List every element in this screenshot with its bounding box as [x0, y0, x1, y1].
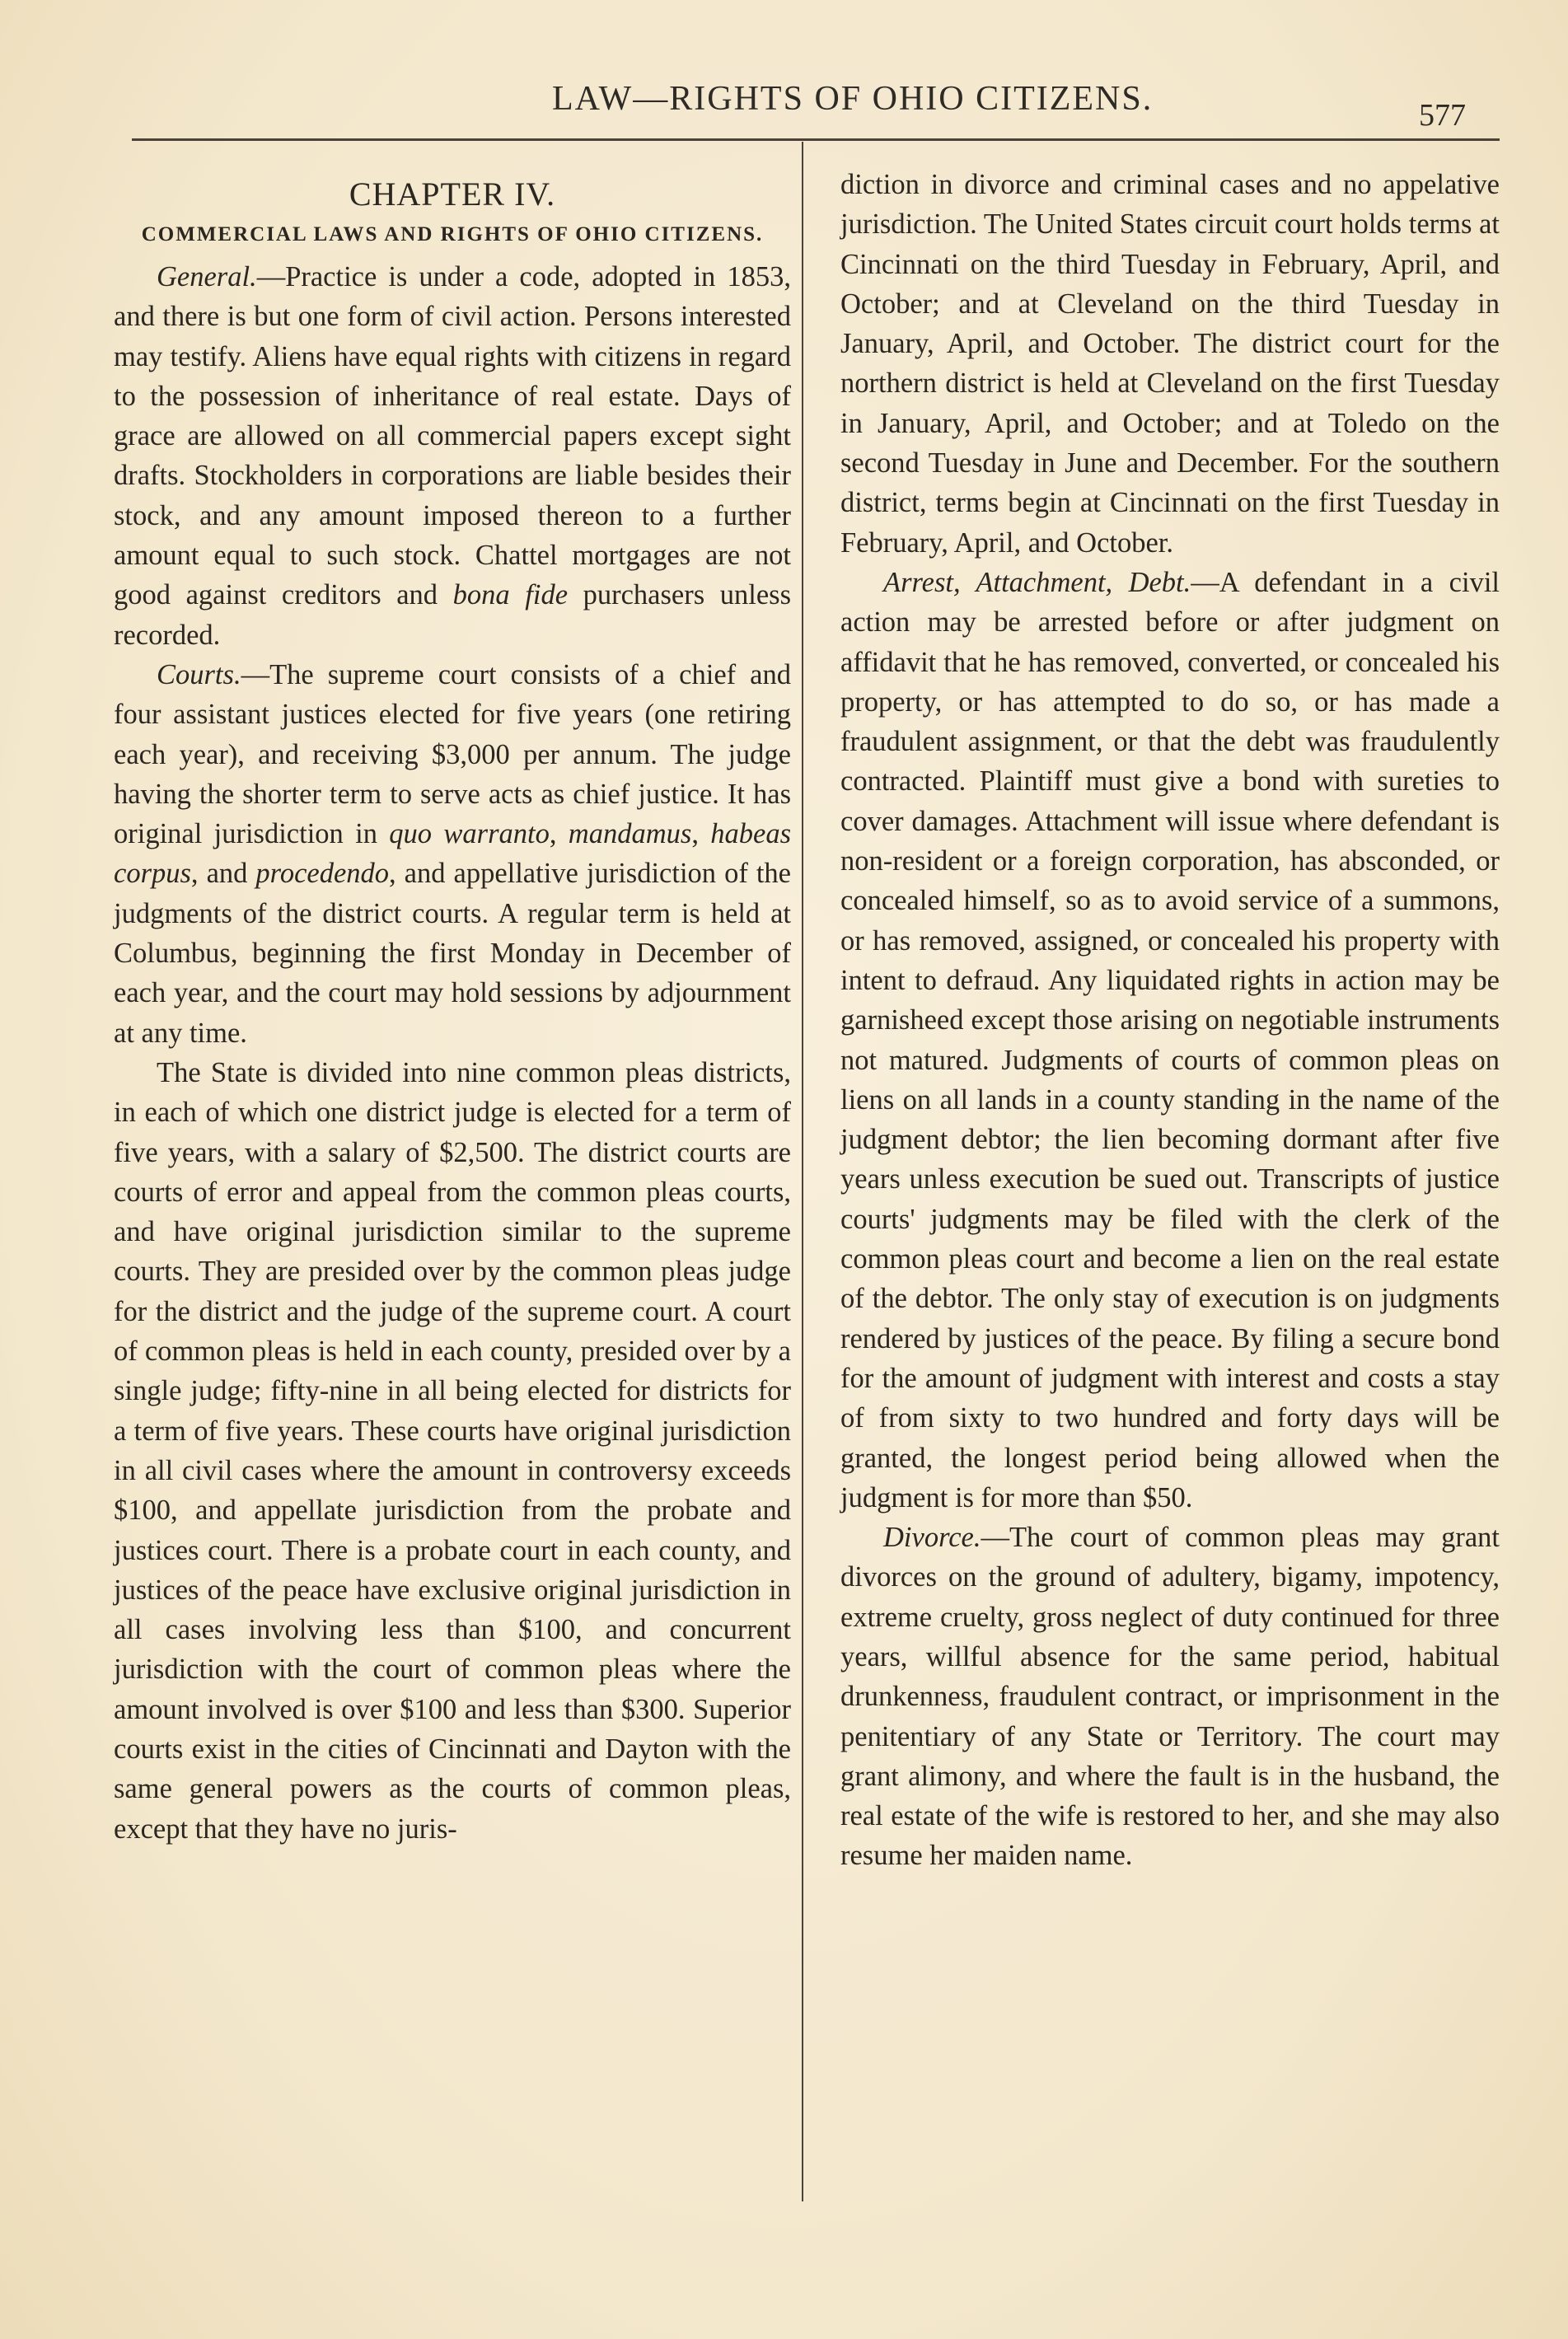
- header-rule: [132, 138, 1500, 141]
- courts-separator-3: , and: [190, 858, 256, 890]
- procedendo-phrase: procedendo: [255, 858, 390, 890]
- chapter-subtitle: COMMERCIAL LAWS AND RIGHTS OF OHIO CITIZENS.: [141, 223, 764, 246]
- general-text-1: —Practice is under a code, adopted in 1853, and there is but one form of civil action. Persons interested may testify. Aliens have equal rights with citizens in regard to the possession of inheritance of real estate. Days of grace are allowed on all commercial papers except sight drafts. Stockholders in corporations are liable besides their stock, and any amount imposed thereon to a further amount equal to such stock. Chattel mortgages are not good against creditors and: [114, 261, 791, 611]
- bona-fide-phrase: bona fide: [452, 579, 569, 611]
- general-heading: General.: [157, 261, 257, 292]
- divorce-heading: Divorce.: [883, 1522, 981, 1554]
- courts-paragraph: [114, 655, 791, 1053]
- courts-separator-1: ,: [549, 818, 569, 850]
- arrest-paragraph: [840, 563, 1500, 1518]
- courts-text-1: —The supreme court consists of a chief and four assistant justices elected for five years (one retiring each year), and receiving $3,000 per annum. The judge having the shorter term to serve acts as chief justice. It has original jurisdiction in: [114, 658, 791, 850]
- arrest-heading: Arrest, Attachment, Debt.: [883, 566, 1191, 598]
- column-divider: [802, 142, 803, 2201]
- continuation-paragraph: diction in divorce and criminal cases and no appelative jurisdiction. The United States circuit court holds terms at Cincinnati on the third Tuesday in February, April, and October; and at Cleveland on the third Tuesday in January, April, and October. The district court for the northern district is held at Cleveland on the first Tuesday in January, April, and October; and at Toledo on the second Tuesday in June and December. For the southern district, terms begin at Cincinnati on the first Tuesday in February, April, and October.: [840, 169, 1500, 559]
- general-text-2: purchasers unless recorded.: [114, 579, 791, 651]
- arrest-text: —A defendant in a civil action may be arrested before or after judgment on affidavit that he has removed, converted, or concealed his property, or has attempted to do so, or has made a fraudulent assignment, or that the debt was fraudulently contracted. Plaintiff must give a bond with sureties to cover damages. Attachment will issue where defendant is non-resident or a foreign corporation, has absconded, or concealed himself, so as to avoid service of a summons, or has removed, assigned, or concealed his property with intent to defraud. Any liquidated rights in action may be garnisheed except those arising on negotiable instruments not matured. Judgments of courts of common pleas on liens on all lands in a county standing in the name of the judgment debtor; the lien becoming dormant after five years unless execution be sued out. Transcripts of justice courts' judgments may be filed with the clerk of the common pleas court and become a lien on the real estate of the debtor. The only stay of execution is on judgments rendered by justices of the peace. By filing a secure bond for the amount of judgment with interest and costs a stay of from sixty to two hundred and forty days will be granted, the longest period being allowed when the judgment is for more than $50.: [840, 566, 1500, 1513]
- divorce-text: —The court of common pleas may grant divorces on the ground of adultery, bigamy, impotency, extreme cruelty, gross neglect of duty continued for three years, willful absence for the same period, habitual drunkenness, fraudulent contract, or imprisonment in the penitentiary of any State or Territory. The court may grant alimony, and where the fault is in the husband, the real estate of the wife is restored to her, and she may also resume her maiden name.: [840, 1522, 1500, 1872]
- left-column: [114, 163, 791, 1849]
- courts-separator-2: ,: [691, 818, 711, 850]
- right-column: [840, 165, 1500, 1876]
- habeas-corpus-phrase: habeas corpus: [114, 818, 792, 890]
- state-paragraph: The State is divided into nine common pleas districts, in each of which one district judge is elected for a term of five years, with a salary of $2,500. The district courts are courts of error and appeal from the common pleas courts, and have original jurisdiction similar to the supreme courts. They are presided over by the common pleas judge for the district and the judge of the supreme court. A court of common pleas is held in each county, presided over by a single judge; fifty-nine in all being elected for districts for a term of five years. These courts have original jurisdiction in all civil cases where the amount in controversy exceeds $100, and appellate jurisdiction from the probate and justices court. There is a probate court in each county, and justices of the peace have exclusive original jurisdiction in all cases involving less than $100, and concurrent jurisdiction with the court of common pleas where the amount involved is over $100 and less than $300. Superior courts exist in the cities of Cincinnati and Dayton with the same general powers as the courts of common pleas, except that they have no juris-: [114, 1056, 791, 1845]
- quo-warranto-phrase: quo warranto: [389, 818, 550, 850]
- chapter-title: CHAPTER IV.: [349, 175, 556, 213]
- running-head: LAW—RIGHTS OF OHIO CITIZENS.: [552, 80, 1154, 118]
- mandamus-phrase: mandamus: [568, 818, 692, 850]
- courts-text-2: , and appellative jurisdiction of the judgments of the district courts. A regular term is held at Columbus, beginning the first Monday in December of each year, and the court may hold sessions by adjournment at any time.: [114, 858, 791, 1049]
- courts-heading: Courts.: [157, 658, 241, 690]
- page-number: 577: [1419, 98, 1466, 133]
- general-paragraph: [114, 257, 791, 655]
- divorce-paragraph: [840, 1518, 1500, 1876]
